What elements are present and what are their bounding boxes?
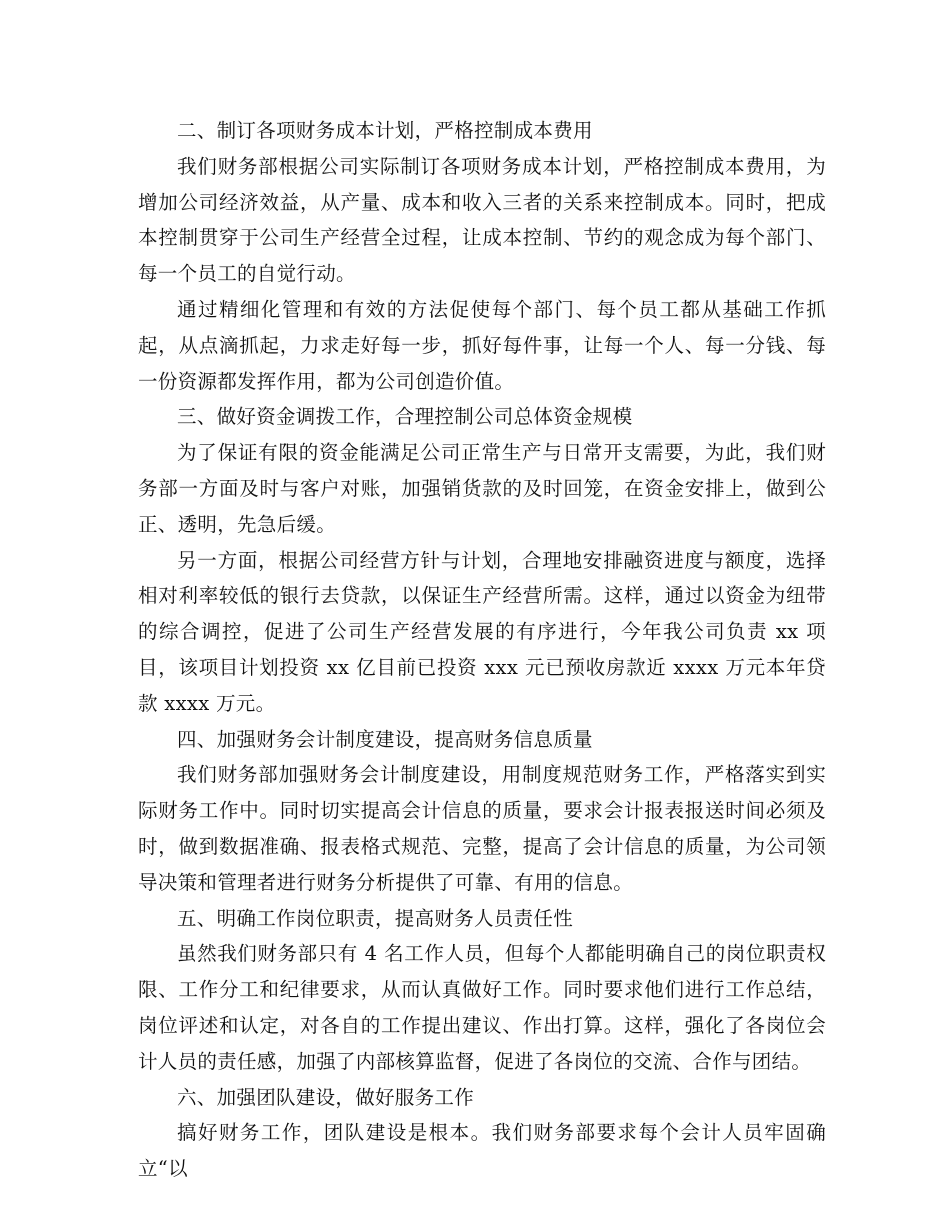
paragraph: 另一方面，根据公司经营方针与计划，合理地安排融资进度与额度，选择相对利率较低的银行去贷款，以保证生产经营所需。这样，通过以资金为纽带的综合调控，促进了公司生产经营发展的有序进行，今年我公司负责 xx 项目，该项目计划投资 xx 亿目前已投资 xxx 元已预收房款近 xxxx 万元本年贷款 xxxx 万元。: [138, 548, 826, 715]
paragraph: 虽然我们财务部只有 4 名工作人员，但每个人都能明确自己的岗位职责权限、工作分工和纪律要求，从而认真做好工作。同时要求他们进行工作总结，岗位评述和认定，对各自的工作提出建议、作出打算。这样，强化了各岗位会计人员的责任感，加强了内部核算监督，促进了各岗位的交流、合作与团结。: [138, 942, 826, 1073]
paragraph: 搞好财务工作，团队建设是根本。我们财务部要求每个会计人员牢固确立“以: [138, 1121, 826, 1181]
paragraph: 通过精细化管理和有效的方法促使每个部门、每个员工都从基础工作抓起，从点滴抓起，力求走好每一步，抓好每件事，让每一个人、每一分钱、每一份资源都发挥作用，都为公司创造价值。: [138, 297, 826, 393]
section-heading-5: 五、明确工作岗位职责，提高财务人员责任性: [177, 906, 574, 930]
section-heading-2: 二、制订各项财务成本计划，严格控制成本费用: [177, 119, 593, 142]
section-heading-6: 六、加强团队建设，做好服务工作: [177, 1085, 475, 1109]
paragraph: 我们财务部根据公司实际制订各项财务成本计划，严格控制成本费用，为增加公司经济效益，从产量、成本和收入三者的关系来控制成本。同时，把成本控制贯穿于公司生产经营全过程，让成本控制、节约的观念成为每个部门、每一个员工的自觉行动。: [138, 154, 826, 286]
paragraph: 为了保证有限的资金能满足公司正常生产与日常开支需要，为此，我们财务部一方面及时与客户对账，加强销货款的及时回笼，在资金安排上，做到公正、透明，先急后缓。: [138, 441, 826, 536]
section-heading-3: 三、做好资金调拨工作，合理控制公司总体资金规模: [177, 405, 633, 429]
section-heading-4: 四、加强财务会计制度建设，提高财务信息质量: [177, 727, 593, 751]
paragraph: 我们财务部加强财务会计制度建设，用制度规范财务工作，严格落实到实际财务工作中。同时切实提高会计信息的质量，要求会计报表报送时间必须及时，做到数据准确、报表格式规范、完整，提高了会计信息的质量，为公司领导决策和管理者进行财务分析提供了可靠、有用的信息。: [138, 763, 826, 894]
document-body: [138, 113, 826, 1187]
